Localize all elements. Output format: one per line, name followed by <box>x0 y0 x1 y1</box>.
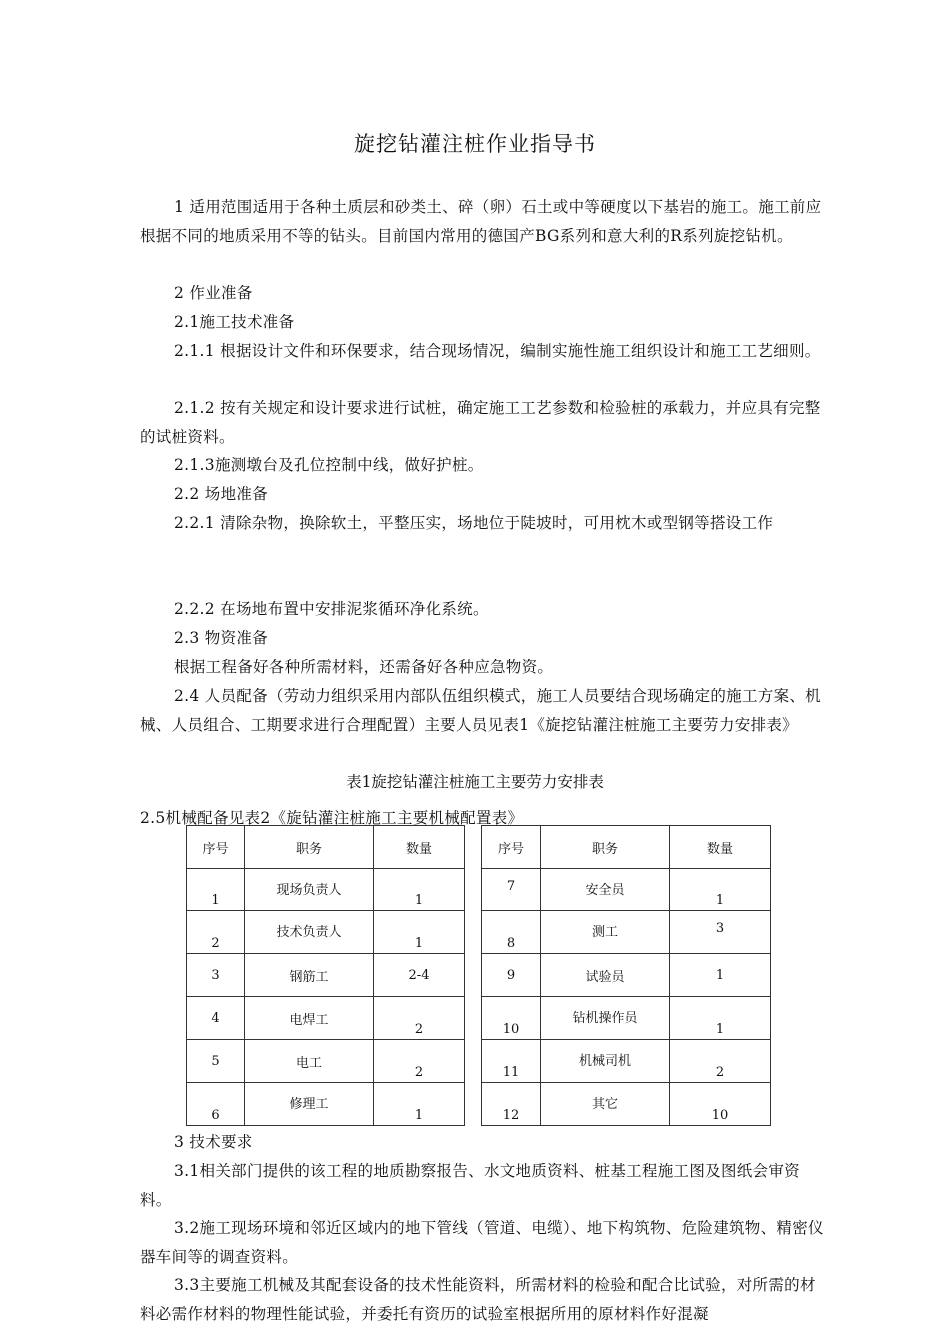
header-cell: 序号 <box>482 826 541 869</box>
cell-seq: 3 <box>211 967 220 983</box>
heading-site-prep: 2.2 场地准备 <box>174 485 268 503</box>
header-cell: 职务 <box>245 826 374 869</box>
heading-tech-requirements: 3 技术要求 <box>174 1133 253 1151</box>
table-row <box>187 911 771 954</box>
table-header-row <box>187 826 771 869</box>
table-row <box>187 954 771 997</box>
cell-count: 1 <box>414 936 424 951</box>
cell-count: 10 <box>711 1108 729 1123</box>
table-row <box>187 1083 771 1126</box>
cell-seq: 6 <box>211 1108 220 1123</box>
cell-seq: 1 <box>211 893 220 908</box>
cell-seq: 11 <box>502 1065 520 1080</box>
cell-count: 2 <box>414 1065 424 1080</box>
cell-role: 其它 <box>591 1097 618 1112</box>
paragraph-scope: 1 适用范围适用于各种土质层和砂类土、碎（卵）石土或中等硬度以下基岩的施工。施工前应根据不同的地质采用不等的钻头。目前国内常用的德国产BG系列和意大利的R系列旋挖钻机。 <box>140 198 822 245</box>
paragraph-materials: 根据工程备好各种所需材料，还需备好各种应急物资。 <box>174 658 554 676</box>
heading-preparation: 2 作业准备 <box>174 284 253 302</box>
table-gap <box>465 826 482 869</box>
paragraph-2-4: 2.4 人员配备（劳动力组织采用内部队伍组织模式，施工人员要结合现场确定的施工方案、机械、人员组合、工期要求进行合理配置）主要人员见表1《旋挖钻灌注桩施工主要劳力安排表》 <box>140 687 821 734</box>
cell-role: 钢筋工 <box>289 969 329 985</box>
cell-count: 2 <box>414 1022 424 1037</box>
cell-role: 钻机操作员 <box>572 1011 638 1026</box>
paragraph-3-1: 3.1相关部门提供的该工程的地质勘察报告、水文地质资料、桩基工程施工图及图纸会审资料。 <box>140 1162 800 1209</box>
cell-role: 测工 <box>591 925 618 940</box>
header-cell: 数量 <box>374 826 465 869</box>
cell-seq: 2 <box>211 936 220 951</box>
cell-seq: 8 <box>506 936 516 951</box>
cell-count: 1 <box>414 893 424 908</box>
cell-role: 现场负责人 <box>276 883 342 898</box>
cell-count: 2-4 <box>408 967 430 983</box>
cell-seq: 10 <box>502 1022 520 1037</box>
labor-table <box>186 825 771 1126</box>
cell-count: 3 <box>715 921 725 936</box>
cell-seq: 9 <box>506 967 516 983</box>
cell-count: 1 <box>414 1108 424 1123</box>
paragraph-2-1-1: 2.1.1 根据设计文件和环保要求，结合现场情况，编制实施性施工组织设计和施工工艺细则。 <box>174 342 821 360</box>
table-row <box>187 1040 771 1083</box>
cell-role: 电工 <box>295 1055 322 1071</box>
table-row <box>187 869 771 911</box>
cell-role: 修理工 <box>289 1097 329 1112</box>
paragraph-2-1-2: 2.1.2 按有关规定和设计要求进行试桩，确定施工工艺参数和检验桩的承载力，并应具有完整的试桩资料。 <box>140 399 821 446</box>
cell-role: 电焊工 <box>289 1012 329 1028</box>
cell-seq: 5 <box>211 1053 220 1069</box>
cell-seq: 7 <box>506 879 516 894</box>
cell-count: 1 <box>715 1022 725 1037</box>
paragraph-2-2-1: 2.2.1 清除杂物，换除软土，平整压实，场地位于陡坡时，可用枕木或型钢等搭设工作 <box>174 514 774 532</box>
header-cell: 序号 <box>187 826 245 869</box>
paragraph-2-1-3: 2.1.3施测墩台及孔位控制中线，做好护桩。 <box>174 456 484 474</box>
cell-role: 技术负责人 <box>276 925 342 940</box>
heading-material-prep: 2.3 物资准备 <box>174 629 268 647</box>
cell-role: 机械司机 <box>578 1054 631 1069</box>
cell-role: 安全员 <box>585 883 625 898</box>
header-cell: 数量 <box>670 826 771 869</box>
header-cell: 职务 <box>541 826 670 869</box>
cell-seq: 4 <box>211 1010 220 1026</box>
table-row <box>187 997 771 1040</box>
cell-role: 试验员 <box>585 969 625 985</box>
machine-note: 2.5机械配备见表2《旋钻灌注桩施工主要机械配置表》 <box>140 809 524 827</box>
cell-count: 2 <box>715 1065 725 1080</box>
cell-seq: 12 <box>502 1108 520 1123</box>
paragraph-3-2: 3.2施工现场环境和邻近区域内的地下管线（管道、电缆）、地下构筑物、危险建筑物、精密仪器车间等的调查资料。 <box>140 1219 824 1266</box>
table-caption: 表1旋挖钻灌注桩施工主要劳力安排表 <box>346 773 604 791</box>
cell-count: 1 <box>715 967 725 983</box>
paragraph-3-3: 3.3主要施工机械及其配套设备的技术性能资料，所需材料的检验和配合比试验，对所需的材料必需作材料的物理性能试验，并委托有资历的试验室根据所用的原材料作好混凝 <box>140 1276 816 1323</box>
document-title: 旋挖钻灌注桩作业指导书 <box>354 132 596 156</box>
heading-tech-prep: 2.1施工技术准备 <box>174 313 295 331</box>
paragraph-2-2-2: 2.2.2 在场地布置中安排泥浆循环净化系统。 <box>174 600 489 618</box>
cell-count: 1 <box>715 893 725 908</box>
